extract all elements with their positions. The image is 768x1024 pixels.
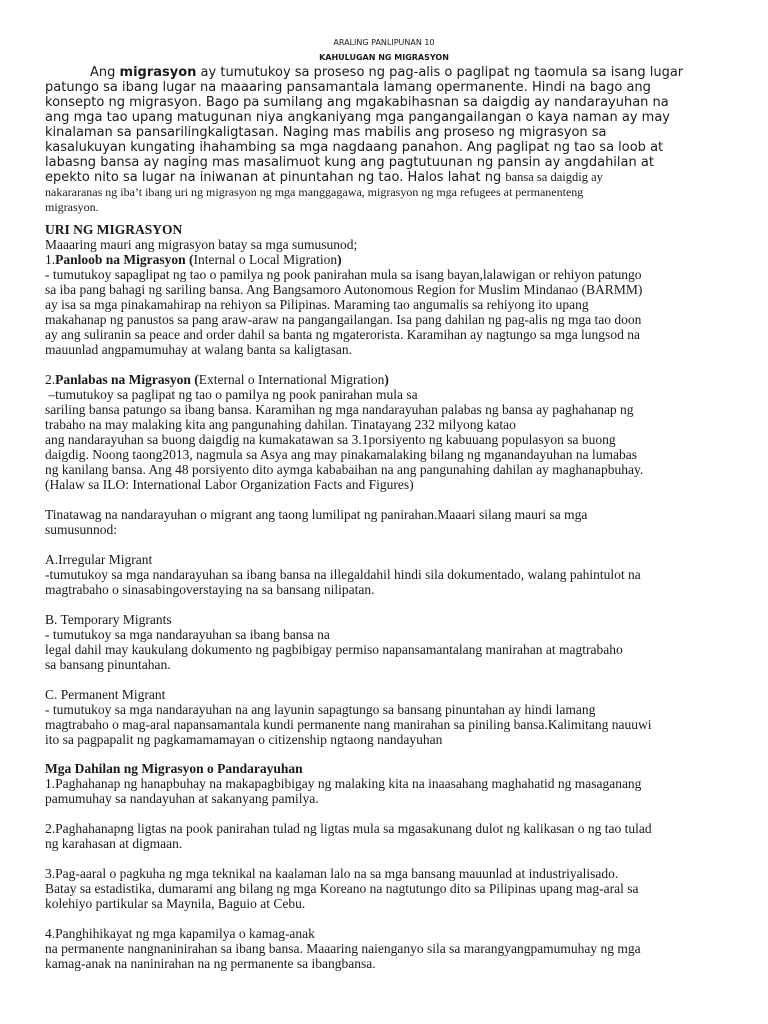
subject-heading: ARALING PANLIPUNAN 10 <box>333 38 435 47</box>
intro-line-9: nakararanas ng iba’t ibang uri ng migrasyon ng mga manggagawa, migrasyon ng mga refugees at permanenteng <box>45 185 584 199</box>
intro-line-1: Ang migrasyon ay tumutukoy sa proseso ng pag-alis o paglipat ng taomula sa isang lugar <box>90 65 684 80</box>
intro-line-3: konsepto ng migrasyon. Bago pa sumilang ang mgakabihasnan sa daigdig ay nandarayuhan na <box>45 95 669 110</box>
irregular-migrant-title: A.Irregular Migrant <box>45 552 153 567</box>
types-heading: URI NG MIGRASYON <box>45 222 183 237</box>
reason-1-line-2: pamumuhay sa nandayuhan at sakanyang pamilya. <box>45 791 319 806</box>
intro-line-5: kinalaman sa pansarilingkaligtasan. Naging mas mabilis ang proseso ng migrasyon sa <box>45 125 607 140</box>
irregular-line-2: magtrabaho o sinasabingoverstaying na sa bansang nilipatan. <box>45 582 375 597</box>
reason-4-line-1: 4.Panghihikayat ng mga kapamilya o kamag-anak <box>45 926 315 941</box>
reason-1-line-1: 1.Paghahanap ng hanapbuhay na makapagbibigay ng malaking kita na inaasahang maghahatid ng masaganang <box>45 776 642 791</box>
reason-3-line-2: Batay sa estadistika, dumarami ang bilang ng mga Koreano na nagtutungo dito sa Pilipinas upang mag-aral sa <box>45 881 639 896</box>
external-line-3: trabaho na may malaking kita ang pangunahing dahilan. Tinatayang 232 milyong katao <box>45 417 516 432</box>
permanent-line-2: magtrabaho o mag-aral napansamantala kundi permanente nang manirahan sa piniling bansa.Kalimitang nauuwi <box>45 717 652 732</box>
intro-line-4: ang mga tao upang matugunan niya angkaniyang mga pangangailangan o kaya naman ay may <box>45 110 671 125</box>
internal-line-3: ay isa sa mga pinakamahirap na rehiyon sa Pilipinas. Maraming tao angumalis sa rehiyong ito upang <box>45 297 589 312</box>
external-line-6: ng kanilang bansa. Ang 48 porsiyento dito aymga kababaihan na ang pangunahing dahilan ay maghanapbuhay. <box>45 462 644 477</box>
reason-4-line-2: na permanente nangnaninirahan sa ibang bansa. Maaaring naienganyo sila sa marangyangpamumuhay ng mga <box>45 941 641 956</box>
external-line-1: –tumutukoy sa paglipat ng tao o pamilya ng pook panirahan mula sa <box>45 387 418 402</box>
internal-line-6: mauunlad angpamumuhay at walang banta sa kaligtasan. <box>45 342 353 357</box>
temporary-line-1: - tumutukoy sa mga nandarayuhan sa ibang bansa na <box>45 627 330 642</box>
migrants-line-1: Tinatawag na nandarayuhan o migrant ang taong lumilipat ng panirahan.Maaari silang mauri sa mga <box>45 507 588 522</box>
page-title: KAHULUGAN NG MIGRASYON <box>319 53 449 62</box>
internal-migration-title: 1.Panloob na Migrasyon (Internal o Local Migration) <box>45 252 342 267</box>
external-line-2: sariling bansa patungo sa ibang bansa. Karamihan ng mga nandarayuhan palabas ng bansa ay paghahanap ng <box>45 402 634 417</box>
irregular-line-1: -tumutukoy sa mga nandarayuhan sa ibang bansa na illegaldahil hindi sila dokumentado, walang pahintulot na <box>45 567 641 582</box>
external-migration-title: 2.Panlabas na Migrasyon (External o International Migration) <box>45 372 389 387</box>
temporary-migrants-title: B. Temporary Migrants <box>45 612 172 627</box>
reason-2-line-1: 2.Paghahanapng ligtas na pook panirahan tulad ng ligtas mula sa mgasakunang dulot ng kalikasan o ng tao tulad <box>45 821 652 836</box>
temporary-line-3: sa bansang pinuntahan. <box>45 657 171 672</box>
temporary-line-2: legal dahil may kaukulang dokumento ng pagbibigay permiso napansamantalang manirahan at magtrabaho <box>45 642 623 657</box>
external-line-4: ang nandarayuhan sa buong daigdig na kumakatawan sa 3.1porsiyento ng kabuuang populasyon sa buong <box>45 432 616 447</box>
permanent-line-3: ito sa pagpapalit ng pagkamamamayan o citizenship ngtaong nandayuhan <box>45 732 443 747</box>
internal-line-2: sa iba pang bahagi ng sariling bansa. Ang Bangsamoro Autonomous Region for Muslim Mindanao (BARMM) <box>45 282 643 297</box>
intro-line-8: epekto nito sa lugar na iniwanan at pinuntahan ng tao. Halos lahat ng bansa sa daigdig ay <box>45 170 603 185</box>
reason-3-line-3: kolehiyo partikular sa Maynila, Baguio at Cebu. <box>45 896 306 911</box>
permanent-migrant-title: C. Permanent Migrant <box>45 687 166 702</box>
reason-4-line-3: kamag-anak na naninirahan na ng permanente sa ibangbansa. <box>45 956 376 971</box>
intro-line-7: labasng bansa ay naging mas masalimuot kung ang pagtutuunan ng pansin ay angdahilan at <box>45 155 654 170</box>
intro-line-2: patungo sa ibang lugar na maaaring pansamantala lamang opermanente. Hindi na bago ang <box>45 80 651 95</box>
external-line-7: (Halaw sa ILO: International Labor Organization Facts and Figures) <box>45 477 414 492</box>
reason-2-line-2: ng karahasan at digmaan. <box>45 836 183 851</box>
internal-line-5: ay ang suliranin sa peace and order dahil sa banta ng mgaterorista. Karamihan ay nagtungo sa mga lungsod na <box>45 327 640 342</box>
reason-3-line-1: 3.Pag-aaral o pagkuha ng mga teknikal na kaalaman lalo na sa mga bansang mauunlad at industriyalisado. <box>45 866 619 881</box>
intro-line-6: kasalukuyan kungating ihahambing sa mga nagdaang panahon. Ang paglipat ng tao sa loob at <box>45 140 664 155</box>
permanent-line-1: - tumutukoy sa mga nandarayuhan na ang layunin sapagtungo sa bansang pinuntahan ay hindi lamang <box>45 702 596 717</box>
reasons-heading: Mga Dahilan ng Migrasyon o Pandarayuhan <box>45 761 303 776</box>
internal-line-4: makahanap ng panustos sa pang araw-araw na pangangailangan. Isa pang dahilan ng pag-alis ng mga tao doon <box>45 312 642 327</box>
intro-line-10: migrasyon. <box>45 200 99 214</box>
internal-line-1: - tumutukoy sapaglipat ng tao o pamilya ng pook panirahan mula sa isang bayan,lalawigan or rehiyon patungo <box>45 267 642 282</box>
external-line-5: daigdig. Noong taong2013, nagmula sa Asya ang may pinakamalaking bilang ng mganandayuhan na lumabas <box>45 447 637 462</box>
types-intro: Maaaring mauri ang migrasyon batay sa mga sumusunod; <box>45 237 358 252</box>
migrants-line-2: sumusunnod: <box>45 522 118 537</box>
